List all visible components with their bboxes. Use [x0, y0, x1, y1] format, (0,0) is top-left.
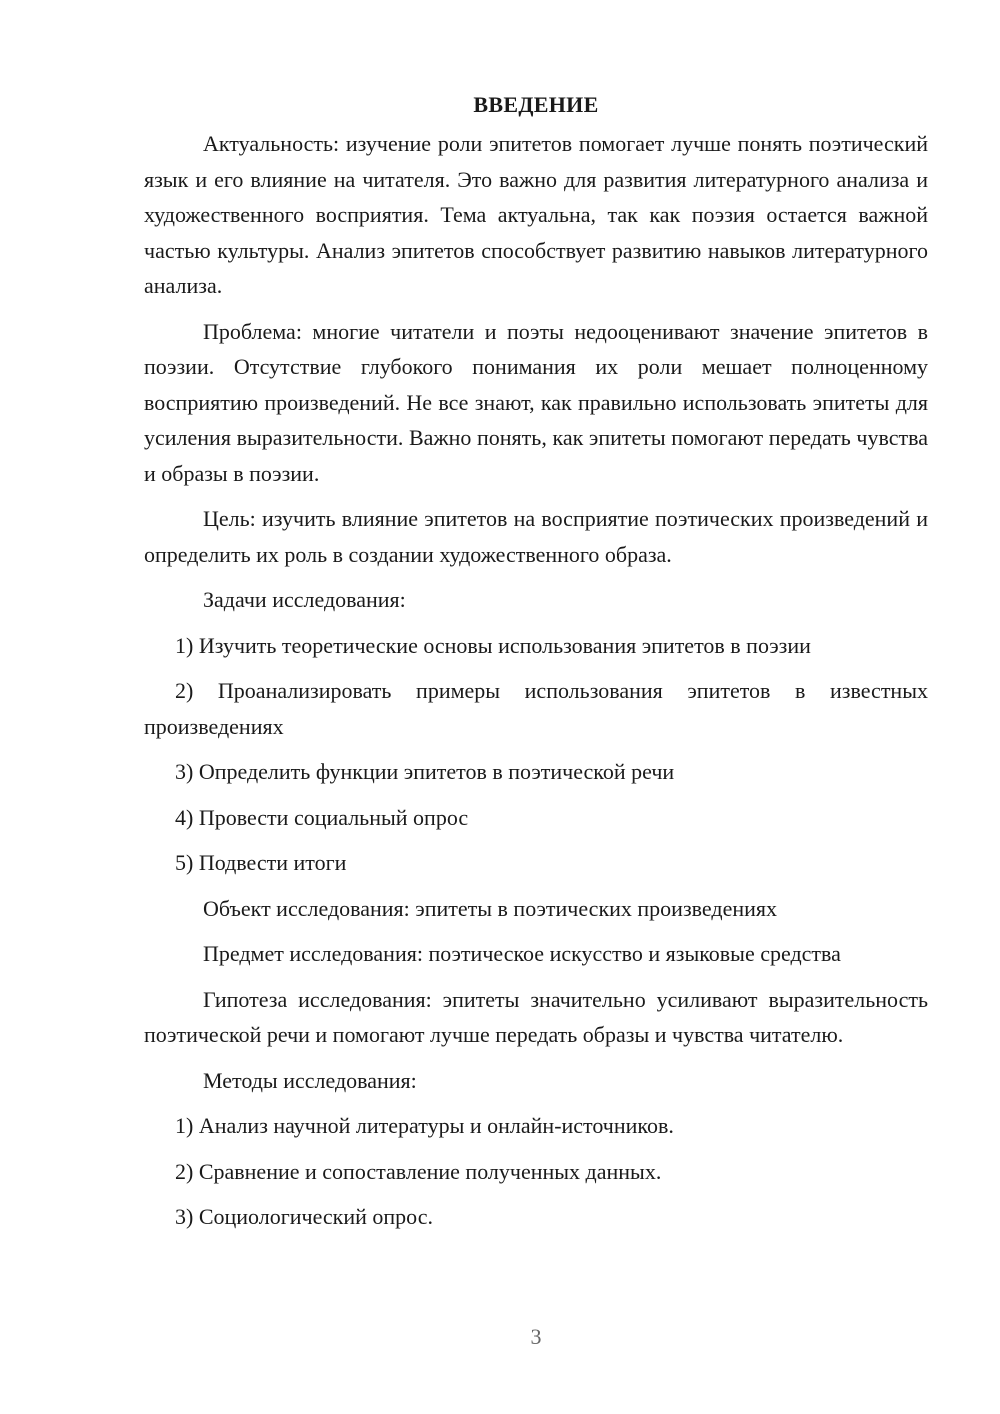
methods-heading: Методы исследования:: [203, 1067, 417, 1093]
task-item-4: 4) Провести социальный опрос: [175, 804, 469, 830]
task-item-2: 2) Проанализировать примеры использования эпитетов в известных произведениях: [144, 678, 928, 739]
document-page: [144, 88, 928, 1235]
method-item-2: 2) Сравнение и сопоставление полученных данных.: [175, 1158, 662, 1184]
method-item-1: 1) Анализ научной литературы и онлайн-источников.: [175, 1113, 674, 1138]
hypothesis-paragraph: Гипотеза исследования: эпитеты значительно усиливают выразительность поэтической речи и помогают лучше передать образы и чувства читателю.: [144, 986, 928, 1047]
relevance-paragraph: Актуальность: изучение роли эпитетов помогает лучше понять поэтический язык и его влияние на читателя. Это важно для развития литературного анализа и художественного восприятия. Тема актуальна, так как поэзия остается важной частью культуры. Анализ эпитетов способствует развитию навыков литературного анализа.: [144, 131, 928, 298]
problem-paragraph: Проблема: многие читатели и поэты недооценивают значение эпитетов в поэзии. Отсутствие глубокого понимания их роли мешает полноценному восприятию произведений. Не все знают, как правильно использовать эпитеты для усиления выразительности. Важно понять, как эпитеты помогают передать чувства и образы в поэзии.: [144, 318, 928, 486]
method-item-3: 3) Социологический опрос.: [175, 1204, 433, 1229]
subject-paragraph: Предмет исследования: поэтическое искусство и языковые средства: [203, 941, 841, 966]
object-paragraph: Объект исследования: эпитеты в поэтических произведениях: [203, 895, 777, 921]
task-item-1: 1) Изучить теоретические основы использования эпитетов в поэзии: [175, 632, 811, 658]
page-number: 3: [530, 1324, 542, 1349]
task-item-3: 3) Определить функции эпитетов в поэтической речи: [175, 759, 675, 784]
goal-paragraph: Цель: изучить влияние эпитетов на восприятие поэтических произведений и определить их роль в создании художественного образа.: [144, 506, 928, 567]
tasks-heading: Задачи исследования:: [203, 587, 406, 612]
task-item-5: 5) Подвести итоги: [175, 850, 347, 875]
section-title: ВВЕДЕНИЕ: [473, 92, 599, 117]
